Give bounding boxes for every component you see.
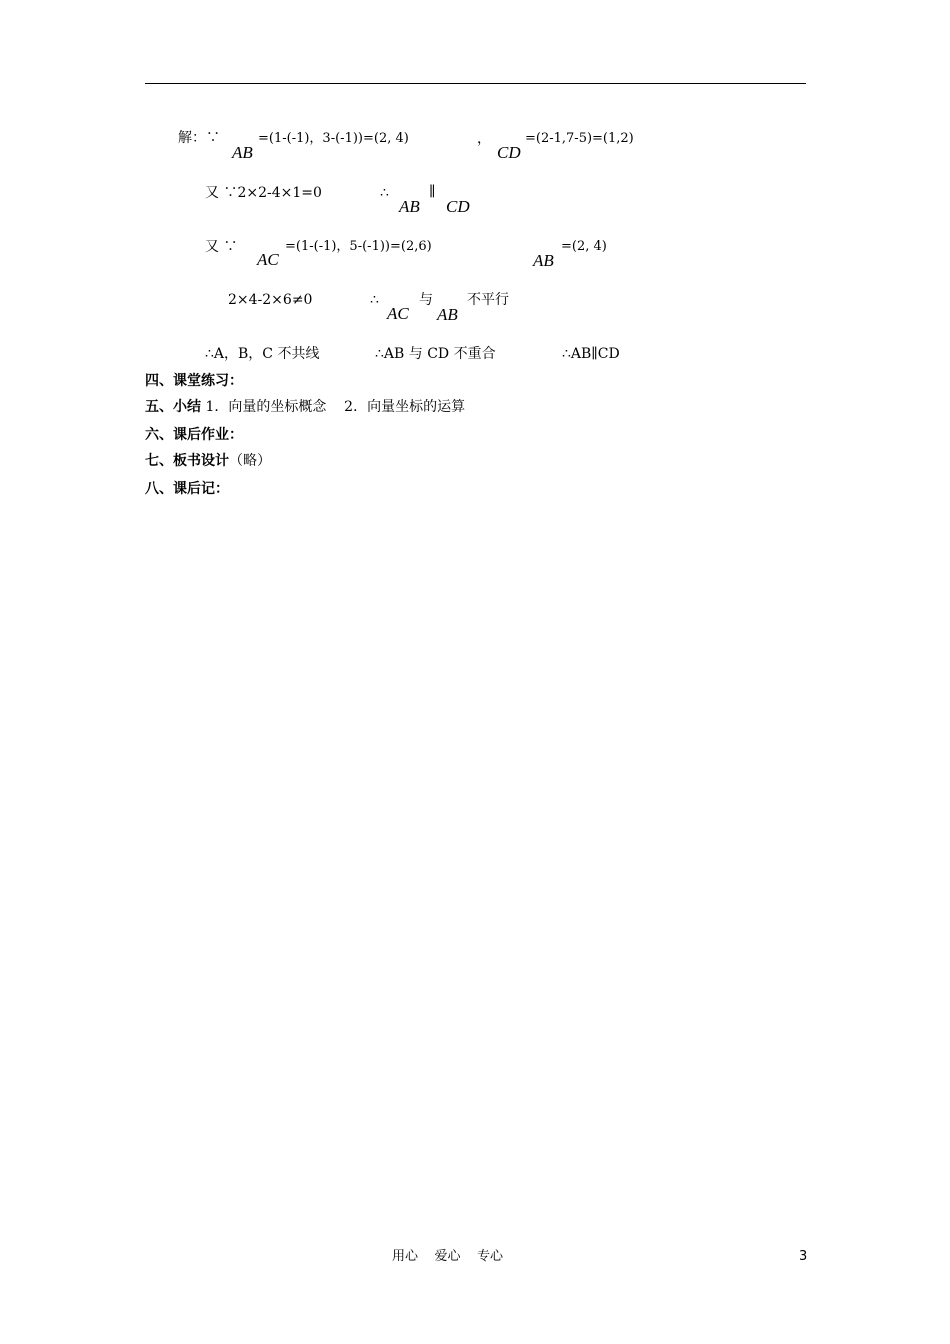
because-label: 又 ∵	[205, 239, 238, 255]
not-parallel-text: 不平行	[467, 292, 509, 308]
therefore-symbol: ∴	[370, 292, 379, 308]
vector-ab: AB	[399, 197, 420, 216]
therefore-symbol: ∴	[380, 185, 389, 201]
comma: ，	[477, 131, 491, 147]
solution-label: 解：∵	[178, 130, 220, 146]
ac-coordinates: =(1-(-1)，5-(-1))=(2,6)	[285, 239, 432, 254]
vector-ab: AB	[533, 251, 554, 270]
cross-product-check: 2×4-2×6≠0	[228, 292, 313, 308]
conclusion-parallel: ∴AB∥CD	[562, 346, 620, 362]
section-summary	[145, 399, 465, 415]
vector-ac: AC	[257, 250, 279, 269]
ab-coordinates: =(2, 4)	[561, 239, 607, 254]
section-heading: 六、课后作业：	[145, 427, 243, 443]
section-heading: 八、课后记：	[145, 481, 229, 497]
vector-ab: AB	[232, 143, 253, 162]
page-number: 3	[799, 1249, 808, 1264]
ab-coordinates: =(1-(-1)，3-(-1))=(2, 4)	[258, 131, 409, 146]
section-board-design	[145, 453, 271, 469]
section-homework	[145, 427, 243, 443]
vector-cd: CD	[446, 197, 470, 216]
header-rule	[145, 83, 806, 84]
conclusion-not-coincident: ∴AB 与 CD 不重合	[375, 346, 496, 362]
section-heading: 四、课堂练习：	[145, 373, 243, 389]
vector-ab: AB	[437, 305, 458, 324]
section-heading: 五、小结	[145, 399, 201, 415]
with-text: 与	[419, 292, 433, 308]
section-notes	[145, 481, 229, 497]
cd-coordinates: =(2-1,7-5)=(1,2)	[525, 131, 634, 146]
section-text: 1．向量的坐标概念 2．向量坐标的运算	[201, 399, 466, 415]
vector-ac: AC	[387, 304, 409, 323]
parallel-symbol: ∥	[429, 184, 436, 200]
conclusion-not-collinear: ∴A，B，C 不共线	[205, 346, 320, 362]
section-text: （略）	[229, 453, 271, 469]
vector-cd: CD	[497, 143, 521, 162]
section-heading: 七、板书设计	[145, 453, 229, 469]
footer-motto: 用心 爱心 专心	[392, 1249, 504, 1264]
determinant-check: 又 ∵2×2-4×1=0	[205, 185, 322, 201]
section-classroom-practice	[145, 373, 243, 389]
